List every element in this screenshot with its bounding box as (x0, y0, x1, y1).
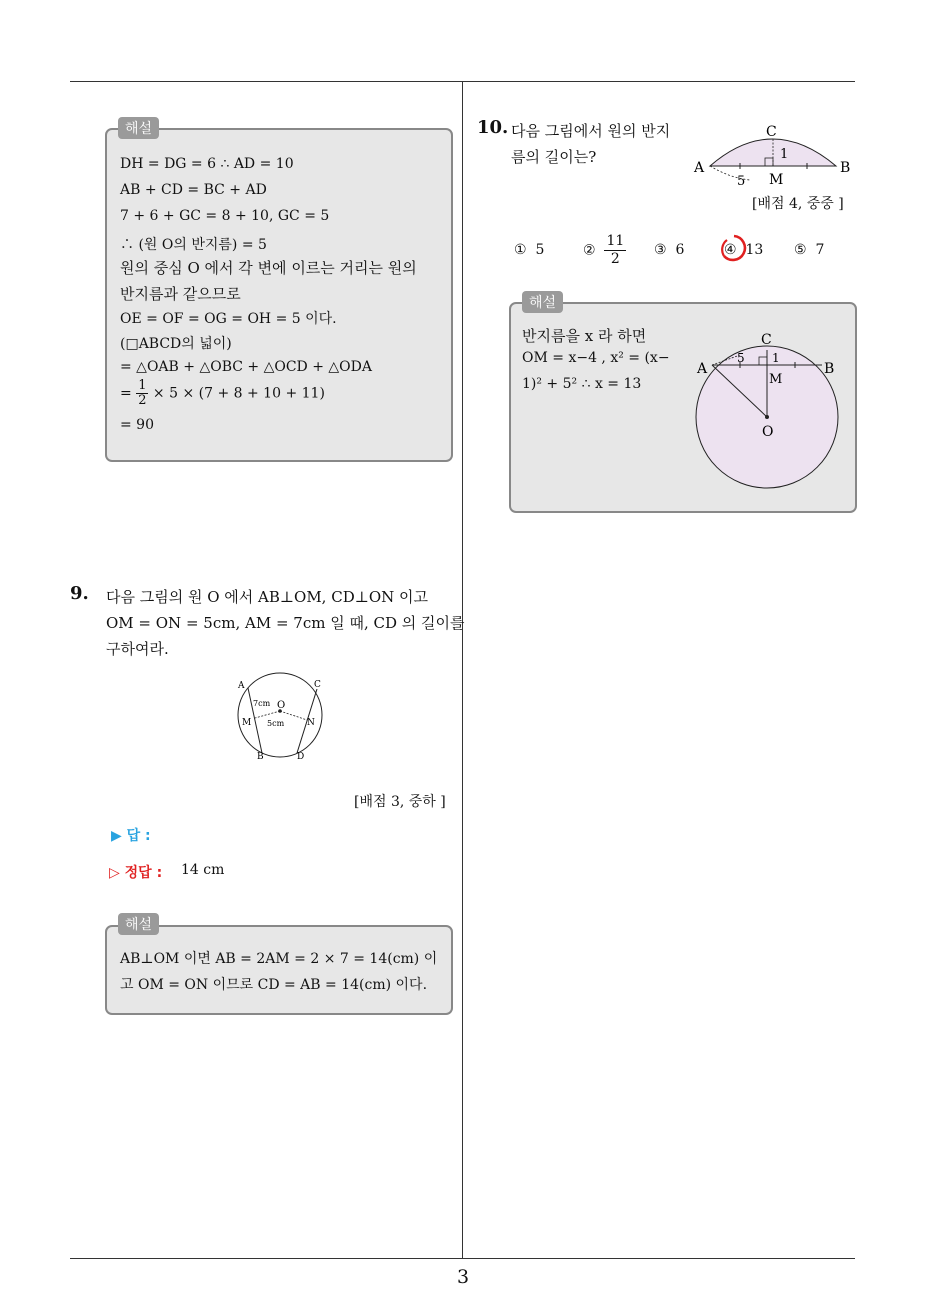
q9-text-line: OM = ON = 5cm, AM = 7cm 일 때, CD 의 길이를 (106, 614, 465, 632)
q10-solution-line: 반지름을 x 라 하면 (522, 327, 647, 345)
label-5cm: 5cm (267, 719, 285, 728)
choice-4[interactable] (724, 242, 763, 258)
choice-3[interactable] (654, 242, 684, 258)
label-a: A (238, 681, 245, 691)
label-a: A (697, 361, 708, 377)
fraction-numerator: 11 (606, 233, 625, 249)
q10-solution-circle-figure (690, 328, 850, 488)
solution-line: 7 + 6 + GC = 8 + 10, GC = 5 (120, 208, 330, 224)
solution-tab: 해설 (522, 291, 563, 313)
solution-line: ∴ (원 O의 반지름) = 5 (120, 237, 267, 253)
solution-fraction-line (120, 379, 325, 408)
q10-text-line: 름의 길이는? (511, 148, 597, 166)
label-7cm: 7cm (253, 699, 271, 708)
choice-1[interactable] (514, 242, 544, 258)
question-number-9: 9. (70, 583, 89, 604)
q10-solution-line: OM = x−4 , x² = (x− (522, 350, 670, 366)
choice-value: 13 (745, 242, 764, 258)
label-d: D (297, 752, 305, 762)
solution-tab: 해설 (118, 913, 159, 935)
label-b: B (824, 361, 835, 377)
solution-line: OE = OF = OG = OH = 5 이다. (120, 311, 337, 327)
label-o: O (277, 700, 286, 711)
choice-value: 6 (675, 242, 685, 258)
q10-segment-figure (690, 120, 860, 190)
label-b: B (257, 752, 264, 762)
label-b: B (840, 160, 851, 176)
label-5: 5 (737, 351, 745, 365)
fraction (136, 379, 148, 408)
label-c: C (766, 124, 777, 140)
solution-line: AB + CD = BC + AD (120, 182, 267, 198)
label-1: 1 (772, 351, 780, 365)
solution-line: 반지름과 같으므로 (120, 285, 241, 303)
answer-label: ▶ 답 : (111, 828, 151, 844)
choice-mark: ⑤ (794, 242, 807, 258)
choice-mark: ② (583, 242, 596, 259)
choice-5[interactable] (794, 242, 824, 258)
q10-solution-line: 1)² + 5² ∴ x = 13 (522, 376, 642, 392)
fraction-denominator: 2 (138, 393, 147, 408)
choice-value: 7 (815, 242, 825, 258)
q9-meta: [배점 3, 중하 ] (354, 794, 446, 810)
choice-mark: ① (514, 242, 527, 258)
label-m: M (242, 718, 252, 728)
choice-2[interactable] (583, 233, 626, 268)
choice-mark: ③ (654, 242, 667, 258)
fraction-rest: × 5 × (7 + 8 + 10 + 11) (152, 385, 325, 402)
column-divider (462, 82, 463, 1258)
q9-text-line: 구하여라. (106, 640, 169, 658)
equals-sign: = (120, 385, 132, 402)
q9-solution-line: 고 OM = ON 이므로 CD = AB = 14(cm) 이다. (120, 977, 428, 993)
label-a: A (694, 160, 705, 176)
solution-line: DH = DG = 6 ∴ AD = 10 (120, 156, 294, 172)
solution-line: 원의 중심 O 에서 각 변에 이르는 거리는 원의 (120, 259, 417, 277)
choice-mark: ④ (724, 242, 737, 258)
solution-line: (□ABCD의 넓이) (120, 336, 232, 352)
label-c: C (761, 332, 772, 348)
q9-text-line: 다음 그림의 원 O 에서 AB⊥OM, CD⊥ON 이고 (106, 588, 428, 606)
fraction-numerator: 1 (138, 378, 147, 393)
label-o: O (762, 424, 774, 440)
solution-tab: 해설 (118, 117, 159, 139)
label-m: M (769, 172, 784, 188)
choice-value: 5 (535, 242, 545, 258)
correct-answer-label: ▷ 정답 : (109, 865, 163, 881)
label-1: 1 (780, 147, 789, 162)
solution-line: = △OAB + △OBC + △OCD + △ODA (120, 359, 372, 375)
question-number-10: 10. (477, 117, 509, 138)
correct-answer-value: 14 cm (181, 862, 225, 878)
label-5: 5 (737, 174, 746, 189)
q10-text-line: 다음 그림에서 원의 반지 (511, 122, 671, 140)
bottom-rule (70, 1258, 855, 1259)
label-m: M (769, 372, 783, 387)
label-n: N (307, 718, 315, 728)
fraction-denominator: 2 (610, 251, 620, 267)
fraction (604, 233, 626, 268)
q9-circle-figure (230, 675, 330, 765)
solution-box-q9 (105, 925, 453, 1015)
q10-meta: [배점 4, 중중 ] (752, 196, 844, 212)
q9-solution-line: AB⊥OM 이면 AB = 2AM = 2 × 7 = 14(cm) 이 (120, 951, 438, 967)
label-c: C (314, 680, 321, 690)
page-number: 3 (456, 1266, 470, 1288)
solution-line: = 90 (120, 417, 154, 433)
